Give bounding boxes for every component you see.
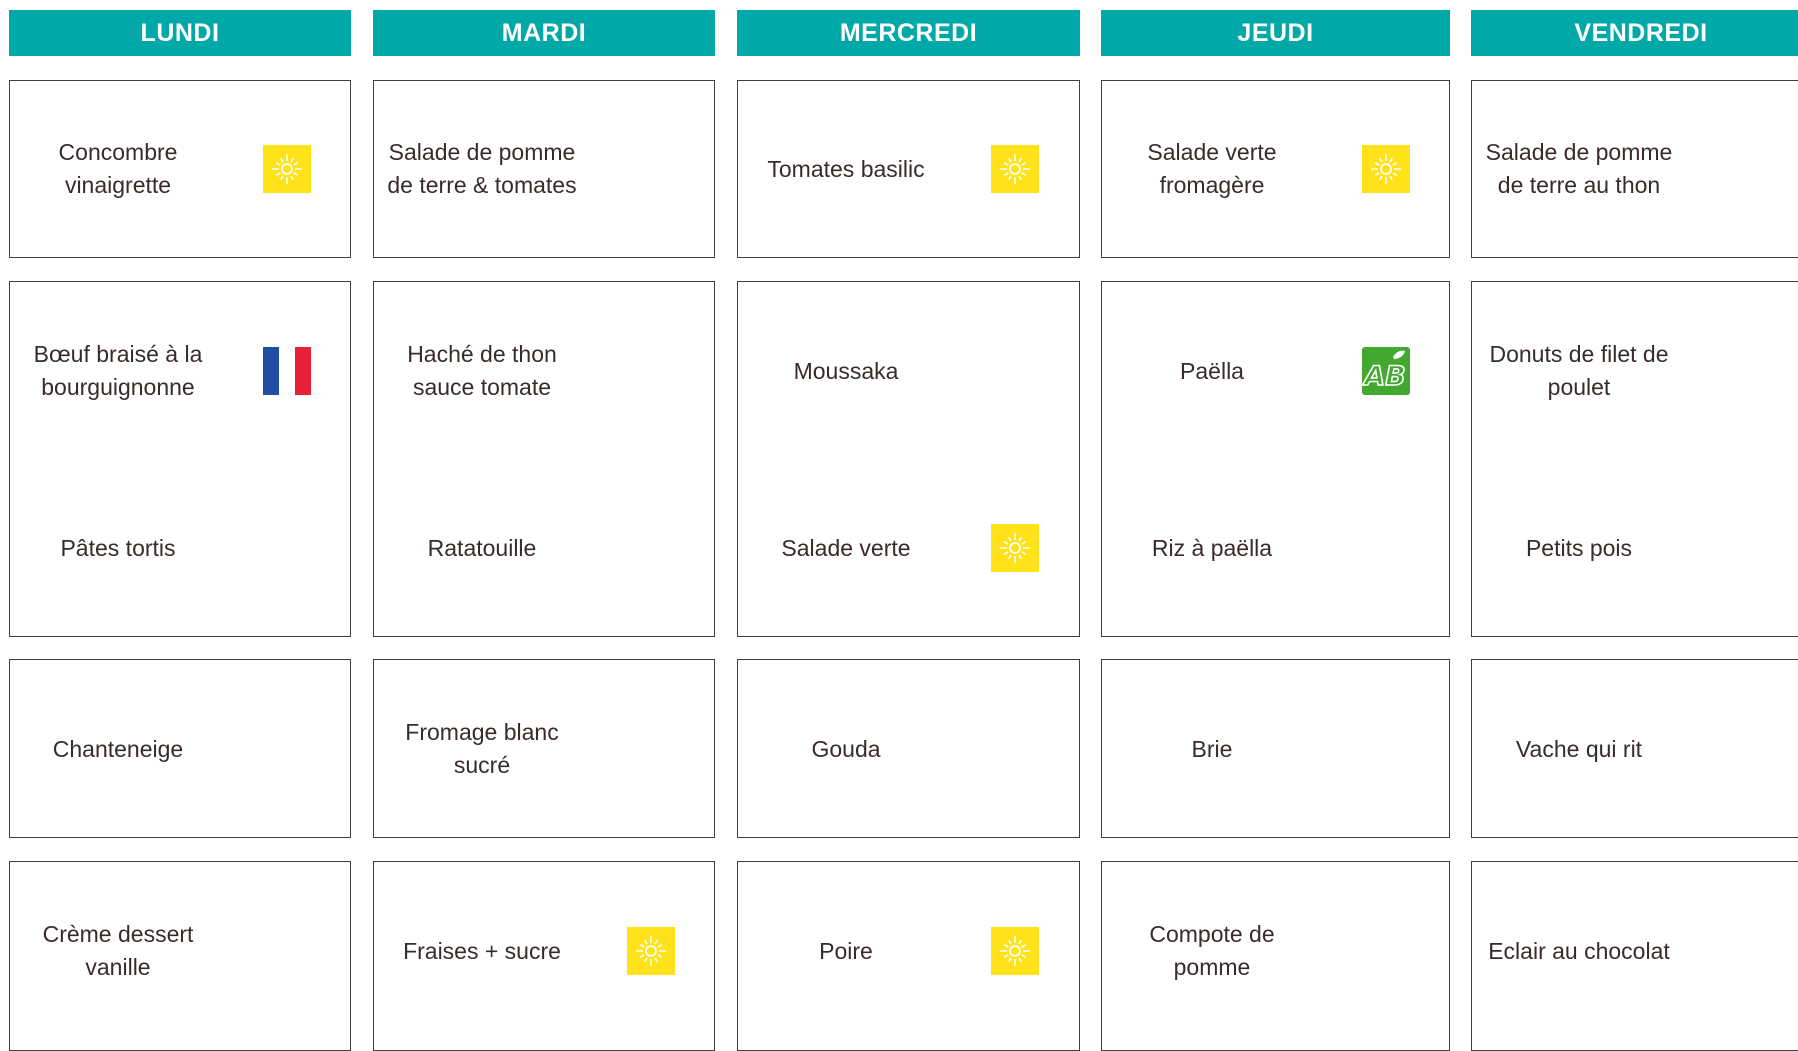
dish-side-line: Petits pois [1525,534,1633,561]
dish-dessert-line: vanille [85,954,151,980]
sun-icon [263,145,311,193]
dish-dessert-line: Poire [819,937,873,964]
sun-icon [991,927,1039,975]
sun-icon [991,145,1039,193]
dish-dessert-line: Compote de [1149,921,1275,947]
dish-main-line: Donuts de filet de [1489,341,1669,367]
flag-band [295,347,311,395]
dish-starter-line: Concombre [58,139,178,165]
dish-dessert-line: Fraises + sucre [403,937,561,964]
dish-side-line: Pâtes tortis [60,534,176,561]
dish-starter-line: Salade verte [1147,139,1277,165]
dish-main-line: Haché de thon [407,341,557,367]
day-header-mercredi: MERCREDI [737,10,1080,56]
menu-cell-main [1471,281,1798,637]
day-header-mardi: MARDI [373,10,715,56]
dish-starter-line: Tomates basilic [767,155,925,182]
dish-starter-line: de terre & tomates [387,172,577,198]
day-header-lundi: LUNDI [9,10,351,56]
dish-starter-line: de terre au thon [1497,172,1661,198]
sun-icon [627,927,675,975]
dish-dairy-line: Fromage blanc [405,719,559,745]
french-flag-icon [263,347,311,395]
dish-dessert-line: Crème dessert [42,921,194,947]
dish-main-line: sauce tomate [412,374,552,400]
dish-dairy-line: sucré [453,752,511,778]
dish-side-line: Riz à paëlla [1151,534,1273,561]
menu-cell-main [373,281,715,637]
day-header-vendredi: VENDREDI [1471,10,1798,56]
dish-starter-line: Salade de pomme [388,139,576,165]
dish-starter-line: Salade de pomme [1485,139,1673,165]
sun-icon [991,524,1039,572]
dish-dessert-line: Eclair au chocolat [1488,937,1670,964]
dish-starter-line: fromagère [1159,172,1265,198]
menu-cell-main [9,281,351,637]
dish-dairy-line: Brie [1191,735,1233,762]
dish-main-line: Moussaka [793,357,899,384]
menu-cell-main [1101,281,1450,637]
day-header-jeudi: JEUDI [1101,10,1450,56]
dish-side-line: Salade verte [781,534,911,561]
dish-main-line: Bœuf braisé à la [33,341,203,367]
svg-text:AB: AB [1364,361,1406,392]
organic-ab-icon [1362,347,1410,395]
flag-band [263,347,279,395]
dish-dairy-line: Chanteneige [52,735,184,762]
dish-dessert-line: pomme [1173,954,1251,980]
dish-dairy-line: Gouda [811,735,881,762]
dish-main-line: poulet [1547,374,1611,400]
dish-side-line: Ratatouille [427,534,537,561]
dish-main-line: Paëlla [1180,357,1244,384]
flag-band [279,347,295,395]
menu-cell-main [737,281,1080,637]
dish-dairy-line: Vache qui rit [1515,735,1643,762]
dish-starter-line: vinaigrette [64,172,172,198]
dish-main-line: bourguignonne [41,374,195,400]
sun-icon [1362,145,1410,193]
